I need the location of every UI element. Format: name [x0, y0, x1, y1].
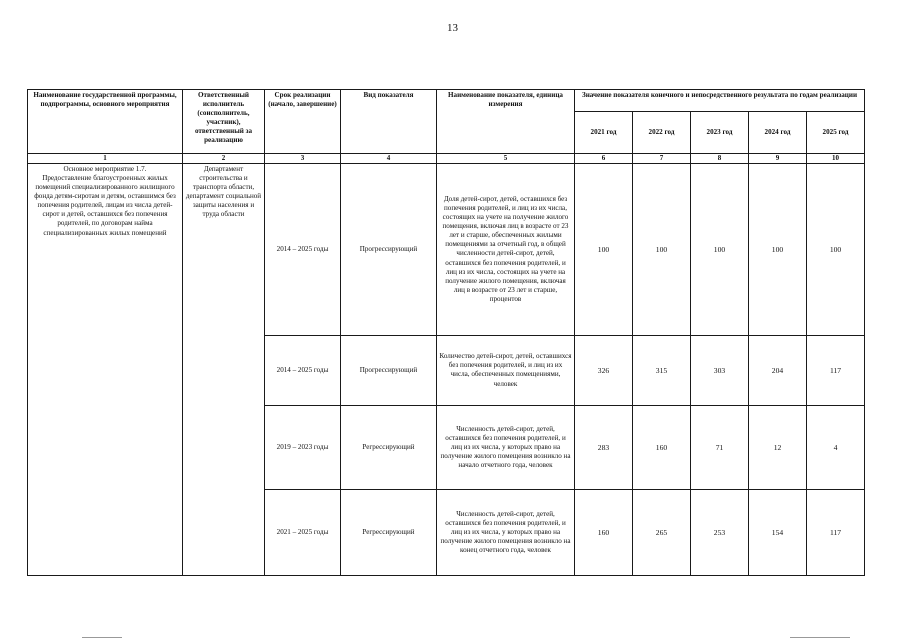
column-number: 4 — [341, 154, 437, 164]
header-year: 2025 год — [807, 112, 865, 154]
header-values-group: Значение показателя конечного и непосредственного результата по годам реализации — [575, 90, 865, 112]
main-event-name: Основное мероприятие 1.7. Предоставление благоустроенных жилых помещений специализированного жилищного фонда детям-сиротам и детям, оставшимся без попечения родителей, лицам из числа детей-сирот и детей, оставшихся без попечения родителей, по договорам найма специализированных жилых помещений — [28, 163, 183, 575]
column-number: 7 — [633, 154, 691, 164]
indicator-type-cell: Прогрессирующий — [341, 335, 437, 405]
table-row — [28, 163, 865, 335]
column-number: 1 — [28, 154, 183, 164]
header-program: Наименование государственной программы, подпрограммы, основного мероприятия — [28, 90, 183, 154]
period-cell: 2021 – 2025 годы — [265, 489, 341, 575]
value-cell: 160 — [575, 489, 633, 575]
header-year: 2024 год — [749, 112, 807, 154]
value-cell: 204 — [749, 335, 807, 405]
value-cell: 100 — [691, 163, 749, 335]
header-indicator-type: Вид показателя — [341, 90, 437, 154]
column-number: 6 — [575, 154, 633, 164]
value-cell: 4 — [807, 405, 865, 489]
value-cell: 315 — [633, 335, 691, 405]
indicator-type-cell: Регрессирующий — [341, 489, 437, 575]
column-number: 2 — [183, 154, 265, 164]
indicator-type-cell: Прогрессирующий — [341, 163, 437, 335]
indicator-name-cell: Доля детей-сирот, детей, оставшихся без попечения родителей, и лиц из их числа, состоящих на учете на получение жилого помещения, включая лиц в возрасте от 23 лет и старше, обеспеченных жилыми помещениями за отчетный год, в общей численности детей-сирот, детей, оставшихся без попечения родителей, и лиц из их числа, состоящих на учете на получение жилого помещения, включая лиц в возрасте от 23 лет и старше, процентов — [437, 163, 575, 335]
header-period: Срок реализации (начало, завершение) — [265, 90, 341, 154]
value-cell: 117 — [807, 489, 865, 575]
value-cell: 154 — [749, 489, 807, 575]
value-cell: 12 — [749, 405, 807, 489]
header-year: 2021 год — [575, 112, 633, 154]
value-cell: 283 — [575, 405, 633, 489]
value-cell: 265 — [633, 489, 691, 575]
scan-artifact-line — [82, 637, 122, 638]
period-cell: 2019 – 2023 годы — [265, 405, 341, 489]
column-number: 10 — [807, 154, 865, 164]
value-cell: 100 — [807, 163, 865, 335]
header-year: 2023 год — [691, 112, 749, 154]
indicator-name-cell: Количество детей-сирот, детей, оставшихся без попечения родителей, и лиц из их числа, обеспеченных помещениями, человек — [437, 335, 575, 405]
indicator-name-cell: Численность детей-сирот, детей, оставшихся без попечения родителей, и лиц из их числа, у которых право на получение жилого помещения возникло на начало отчетного года, человек — [437, 405, 575, 489]
header-indicator-name: Наименование показателя, единица измерения — [437, 90, 575, 154]
value-cell: 253 — [691, 489, 749, 575]
value-cell: 160 — [633, 405, 691, 489]
column-number: 8 — [691, 154, 749, 164]
responsible-executor: Департамент строительства и транспорта области, департамент социальной защиты населения и труда области — [183, 163, 265, 575]
column-number-row — [28, 154, 865, 164]
period-cell: 2014 – 2025 годы — [265, 163, 341, 335]
column-number: 9 — [749, 154, 807, 164]
scan-artifact-line — [790, 637, 850, 638]
value-cell: 326 — [575, 335, 633, 405]
value-cell: 303 — [691, 335, 749, 405]
period-cell: 2014 – 2025 годы — [265, 335, 341, 405]
value-cell: 100 — [633, 163, 691, 335]
header-year: 2022 год — [633, 112, 691, 154]
header-executor: Ответственный исполнитель (соисполнитель, участник), ответственный за реализацию — [183, 90, 265, 154]
page-number: 13 — [447, 22, 458, 34]
column-number: 3 — [265, 154, 341, 164]
column-number: 5 — [437, 154, 575, 164]
indicator-type-cell: Регрессирующий — [341, 405, 437, 489]
value-cell: 117 — [807, 335, 865, 405]
value-cell: 71 — [691, 405, 749, 489]
indicators-table — [27, 89, 865, 576]
value-cell: 100 — [575, 163, 633, 335]
value-cell: 100 — [749, 163, 807, 335]
indicator-name-cell: Численность детей-сирот, детей, оставшихся без попечения родителей, и лиц из их числа, у которых право на получение жилого помещения возникло на конец отчетного года, человек — [437, 489, 575, 575]
